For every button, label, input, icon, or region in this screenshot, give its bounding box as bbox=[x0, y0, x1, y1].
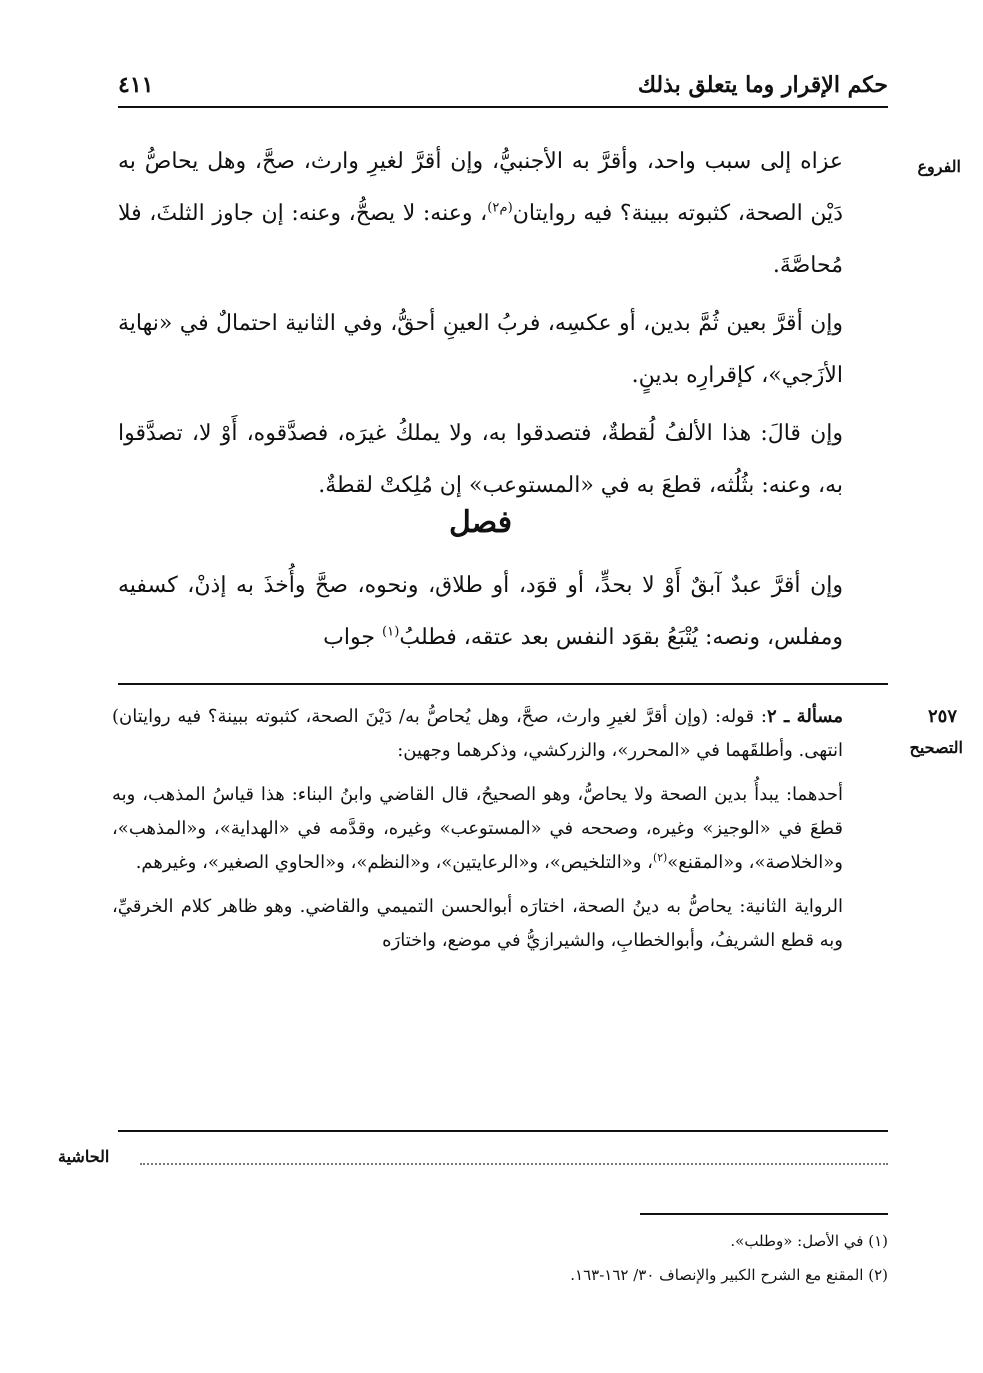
tashih-paragraph: الرواية الثانية: يحاصُّ به دينُ الصحة، اختارَه أبوالحسن التميمي والقاضي. وهو ظاهر كلام الخرقيِّ، وبه قطع الشريفُ، وأبوالخطابِ، والشيرازيُّ في موضع، واختارَه bbox=[112, 896, 843, 951]
section-heading: فصل bbox=[448, 505, 513, 540]
tashih-paragraph bbox=[112, 700, 843, 768]
main-paragraph-text: عزاه إلى سبب واحد، وأقرَّ به الأجنبيُّ، وإن أقرَّ لغيرِ وارث، صحَّ، وهل يحاصُّ به دَيْن الصحة، كثبوته ببينة؟ فيه روايتان bbox=[118, 149, 843, 226]
section-divider bbox=[118, 683, 888, 685]
running-header-title: حكم الإقرار وما يتعلق بذلك bbox=[637, 72, 888, 98]
section-text-block bbox=[118, 560, 843, 664]
header-rule bbox=[118, 106, 888, 108]
footnote-ref: (م٢) bbox=[487, 200, 513, 216]
tashih-text-block bbox=[112, 700, 843, 958]
margin-label-hashiya: الحاشية bbox=[58, 1147, 110, 1166]
main-paragraph: وإن قالَ: هذا الألفُ لُقطةٌ، فتصدقوا به، ولا يملكُ غيرَه، فصدَّقوه، أَوْ لا، تصدَّقوا به، وعنه: بثُلُثه، قطعَ به في «المستوعب» إن مُلِكتْ لقطةٌ. bbox=[118, 421, 843, 498]
footnote-ref: (١) bbox=[381, 624, 400, 640]
tashih-paragraph-text: : قوله: (وإن أقرَّ لغيرِ وارث، صحَّ، وهل يُحاصُّ به/ دَيْنَ الصحة، كثبوته ببينة؟ فيه روايتان) انتهى. وأطلقَهما في «المحرر»، والزركشي، وذكرهما وجهين: bbox=[112, 706, 843, 761]
margin-label-tashih: التصحيح bbox=[909, 738, 963, 757]
main-paragraph: وإن أقرَّ بعين ثُمَّ بدين، أو عكسِه، فربُ العينِ أحقُّ، وفي الثانية احتمالٌ في «نهاية الأزَجي»، كإقرارِه بدينٍ. bbox=[118, 311, 843, 388]
section-divider bbox=[118, 1130, 888, 1132]
main-paragraph bbox=[118, 136, 843, 292]
footnote: (١) في الأصل: «وطلب». bbox=[730, 1232, 888, 1250]
main-text-block bbox=[118, 136, 843, 512]
footnote-ref: (٢) bbox=[652, 851, 668, 864]
masala-label: مسألة ـ ٢ bbox=[766, 706, 844, 727]
margin-label-furu: الفروع bbox=[917, 157, 961, 176]
main-paragraph bbox=[118, 560, 843, 664]
footnote: (٢) المقنع مع الشرح الكبير والإنصاف ٣٠/ ١٦٢-١٦٣. bbox=[570, 1266, 888, 1284]
main-paragraph-text: وإن أقرَّ عبدٌ آبقٌ أَوْ لا بحدٍّ، أو قوَد، أو طلاق، ونحوه، صحَّ وأُخذَ به إذنْ، كسفيه ومفلس، ونصه: يُتْبَعُ بقوَد النفس بعد عتقه، فطلبُ bbox=[118, 573, 843, 650]
main-paragraph-text: جواب bbox=[323, 625, 382, 650]
footnote-rule bbox=[640, 1213, 888, 1215]
hashiya-dotted-line bbox=[140, 1163, 888, 1165]
page-number: ٤١١ bbox=[118, 72, 154, 98]
tashih-paragraph bbox=[112, 778, 843, 880]
main-paragraph-text: ، وعنه: لا يصحُّ، وعنه: إن جاوز الثلثَ، فلا مُحاصَّةَ. bbox=[118, 201, 843, 278]
margin-label-number: ٢٥٧ bbox=[927, 706, 957, 727]
tashih-paragraph-text: أحدهما: يبدأُ بدين الصحة ولا يحاصُّ، وهو الصحيحُ، قال القاضي وابنُ البناء: هذا قياسُ المذهب، وبه قطعَ في «الوجيز» وغيره، وصححه في «المستوعب» وغيره، وقدَّمه في «الهداية»، و«المذهب»، و«الخلاصة»، و«المقنع» bbox=[112, 784, 843, 873]
tashih-paragraph-text: ، و«التلخيص»، و«الرعايتين»، و«النظم»، و«الحاوي الصغير»، وغيرهم. bbox=[135, 852, 653, 873]
